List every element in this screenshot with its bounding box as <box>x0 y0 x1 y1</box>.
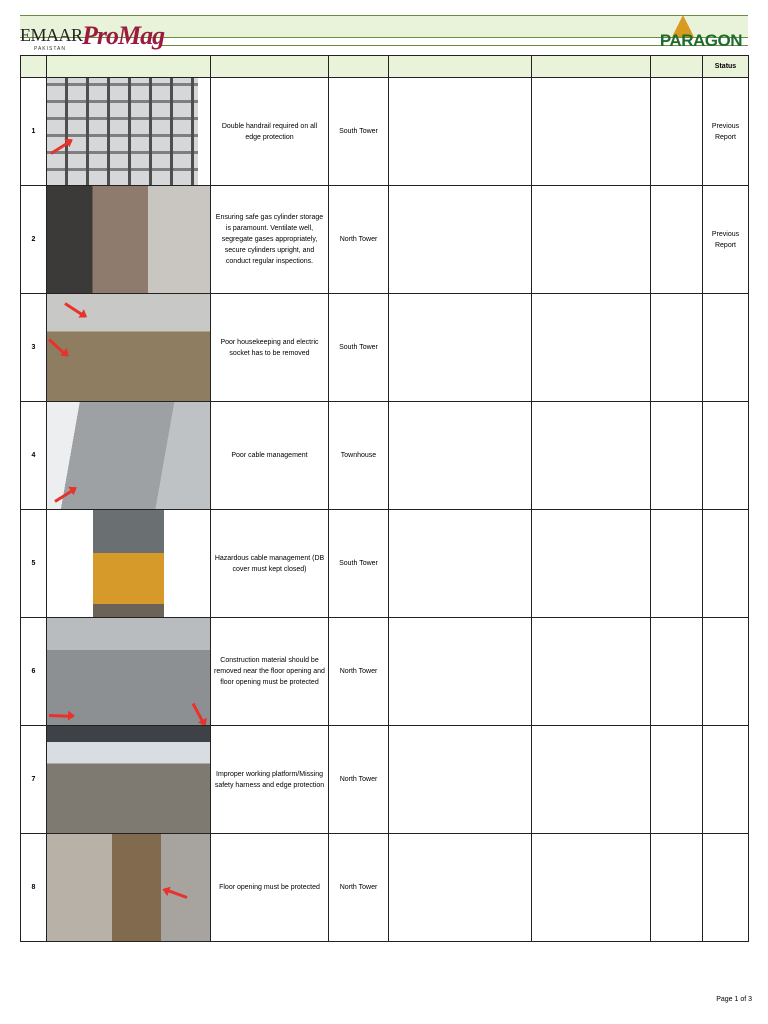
row-number: 8 <box>21 834 47 942</box>
observation-text: Improper working platform/Missing safety harness and edge protection <box>211 726 329 834</box>
empty-cell <box>389 510 532 618</box>
location-text: Townhouse <box>329 402 389 510</box>
observation-text: Construction material should be removed near the floor opening and floor opening must be protected <box>211 618 329 726</box>
observation-text: Floor opening must be protected <box>211 834 329 942</box>
empty-cell <box>532 726 651 834</box>
observation-text: Poor cable management <box>211 402 329 510</box>
empty-cell <box>389 186 532 294</box>
promag-logo-text: ProMag <box>82 21 165 50</box>
observation-photo <box>47 834 211 942</box>
location-text: North Tower <box>329 834 389 942</box>
table-row <box>21 186 749 294</box>
row-number: 1 <box>21 78 47 186</box>
empty-cell <box>389 294 532 402</box>
status-text <box>703 834 749 942</box>
empty-cell <box>651 402 703 510</box>
empty-cell <box>532 294 651 402</box>
table-header-row <box>21 56 749 78</box>
status-text: Previous Report <box>703 78 749 186</box>
empty-cell <box>651 186 703 294</box>
pakistan-logo-text: PAKISTAN <box>34 46 66 52</box>
empty-cell <box>389 78 532 186</box>
empty-cell <box>651 726 703 834</box>
observation-photo <box>47 402 211 510</box>
observation-photo <box>47 78 211 186</box>
empty-cell <box>651 510 703 618</box>
location-text: North Tower <box>329 618 389 726</box>
col-header-observation <box>211 56 329 78</box>
photo-blocks <box>47 618 210 725</box>
empty-cell <box>389 834 532 942</box>
location-text: South Tower <box>329 510 389 618</box>
empty-cell <box>651 78 703 186</box>
location-text: North Tower <box>329 726 389 834</box>
table-row <box>21 78 749 186</box>
photo-floor-opening <box>47 834 210 941</box>
table-row <box>21 294 749 402</box>
empty-cell <box>389 726 532 834</box>
row-number: 3 <box>21 294 47 402</box>
empty-cell <box>651 618 703 726</box>
col-header-blank-1 <box>389 56 532 78</box>
emaar-promag-logo <box>20 19 165 55</box>
observation-photo <box>47 618 211 726</box>
col-header-location <box>329 56 389 78</box>
table-row <box>21 618 749 726</box>
empty-cell <box>532 186 651 294</box>
empty-cell <box>532 834 651 942</box>
report-header <box>20 15 748 55</box>
observation-text: Ensuring safe gas cylinder storage is paramount. Ventilate well, segregate gases appropriately, secure cylinders upright, and conduct regular inspections. <box>211 186 329 294</box>
empty-cell <box>651 294 703 402</box>
observation-photo <box>47 510 211 618</box>
observation-text: Hazardous cable management (DB cover must kept closed) <box>211 510 329 618</box>
empty-cell <box>389 402 532 510</box>
paragon-logo <box>636 15 746 55</box>
table-row <box>21 510 749 618</box>
location-text: North Tower <box>329 186 389 294</box>
observation-photo <box>47 186 211 294</box>
status-text <box>703 294 749 402</box>
location-text: South Tower <box>329 78 389 186</box>
status-text <box>703 618 749 726</box>
empty-cell <box>651 834 703 942</box>
observation-photo <box>47 726 211 834</box>
empty-cell <box>532 510 651 618</box>
row-number: 7 <box>21 726 47 834</box>
empty-cell <box>532 78 651 186</box>
table-row <box>21 402 749 510</box>
emaar-logo-text: EMAAR <box>20 25 83 45</box>
col-header-status: Status <box>703 56 749 78</box>
photo-gas-cylinders <box>47 186 210 293</box>
row-number: 6 <box>21 618 47 726</box>
col-header-photo <box>47 56 211 78</box>
status-text <box>703 726 749 834</box>
empty-cell <box>532 402 651 510</box>
observation-text: Double handrail required on all edge protection <box>211 78 329 186</box>
photo-db-box <box>93 510 164 617</box>
inspection-table <box>20 55 749 942</box>
status-text <box>703 402 749 510</box>
location-text: South Tower <box>329 294 389 402</box>
status-text: Previous Report <box>703 186 749 294</box>
photo-building-edges <box>47 78 198 185</box>
table-row <box>21 834 749 942</box>
observation-photo <box>47 294 211 402</box>
row-number: 4 <box>21 402 47 510</box>
col-header-blank-2 <box>532 56 651 78</box>
table-row <box>21 726 749 834</box>
paragon-logo-text: PARAGON <box>659 31 742 50</box>
empty-cell <box>389 618 532 726</box>
page-number: Page 1 of 3 <box>716 996 752 1003</box>
status-text <box>703 510 749 618</box>
col-header-blank-3 <box>651 56 703 78</box>
observation-text: Poor housekeeping and electric socket has to be removed <box>211 294 329 402</box>
row-number: 5 <box>21 510 47 618</box>
row-number: 2 <box>21 186 47 294</box>
col-header-number <box>21 56 47 78</box>
photo-working-platform <box>47 726 210 833</box>
empty-cell <box>532 618 651 726</box>
